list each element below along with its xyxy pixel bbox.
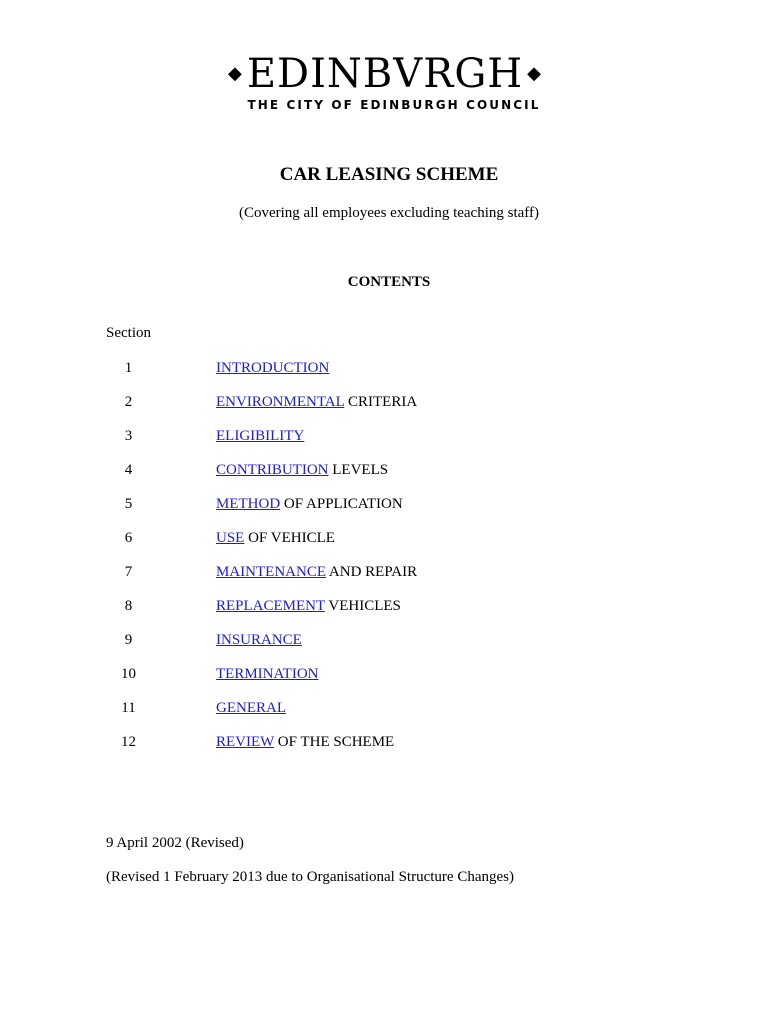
- toc-link-maintenance[interactable]: MAINTENANCE: [216, 564, 326, 580]
- toc-row: [0, 358, 770, 392]
- section-title-rest: AND REPAIR: [326, 564, 418, 580]
- toc-row: [0, 698, 770, 732]
- section-number: 5: [124, 496, 133, 512]
- toc-link-environmental[interactable]: ENVIRONMENTAL: [216, 394, 345, 410]
- toc-row: [0, 494, 770, 528]
- toc-link-termination[interactable]: TERMINATION: [216, 666, 319, 682]
- section-title: [216, 392, 417, 412]
- section-title: [216, 358, 329, 378]
- section-title-rest: OF VEHICLE: [244, 530, 335, 546]
- section-number: 7: [124, 564, 133, 580]
- section-number: 4: [124, 462, 133, 478]
- toc-row: [0, 562, 770, 596]
- table-of-contents: [0, 358, 770, 766]
- toc-link-contribution[interactable]: CONTRIBUTION: [216, 462, 329, 478]
- logo-text: EDINBVRGH: [246, 51, 524, 97]
- document-subtitle: (Covering all employees excluding teaching staff): [238, 205, 540, 221]
- document-title: CAR LEASING SCHEME: [279, 164, 499, 185]
- section-title-rest: OF THE SCHEME: [274, 734, 395, 750]
- contents-heading: CONTENTS: [347, 274, 431, 290]
- section-title: [216, 562, 417, 582]
- diamond-icon: ◆: [228, 63, 243, 84]
- toc-link-eligibility[interactable]: ELIGIBILITY: [216, 428, 305, 444]
- section-title-rest: OF APPLICATION: [280, 496, 403, 512]
- toc-link-general[interactable]: GENERAL: [216, 700, 286, 716]
- section-title: [216, 596, 401, 616]
- toc-row: [0, 630, 770, 664]
- section-number: 1: [124, 360, 133, 376]
- toc-row: [0, 664, 770, 698]
- section-number: 6: [124, 530, 133, 546]
- diamond-icon: ◆: [527, 63, 542, 84]
- toc-link-replacement[interactable]: REPLACEMENT: [216, 598, 325, 614]
- section-number: 10: [121, 666, 136, 682]
- section-title: [216, 698, 286, 718]
- section-number: 11: [121, 700, 136, 716]
- toc-row: [0, 426, 770, 460]
- section-title-rest: LEVELS: [328, 462, 389, 478]
- toc-row: [0, 392, 770, 426]
- section-title-rest: VEHICLES: [324, 598, 401, 614]
- section-title: [216, 664, 319, 684]
- logo-subtitle: THE CITY OF EDINBURGH COUNCIL: [247, 98, 541, 112]
- section-title: [216, 528, 335, 548]
- toc-link-method[interactable]: METHOD: [216, 496, 281, 512]
- toc-link-introduction[interactable]: INTRODUCTION: [216, 360, 330, 376]
- section-number: 12: [121, 734, 136, 750]
- section-number: 8: [124, 598, 133, 614]
- toc-row: [0, 460, 770, 494]
- section-number: 9: [124, 632, 133, 648]
- toc-row: [0, 528, 770, 562]
- section-title: [216, 732, 394, 752]
- toc-link-review[interactable]: REVIEW: [216, 734, 275, 750]
- section-column-label: Section: [106, 325, 151, 341]
- revision-date: 9 April 2002 (Revised): [106, 835, 244, 851]
- section-title: [216, 494, 403, 514]
- section-number: 3: [124, 428, 133, 444]
- section-title: [216, 426, 304, 446]
- revision-note: (Revised 1 February 2013 due to Organisational Structure Changes): [106, 869, 514, 885]
- section-number: 2: [124, 394, 133, 410]
- section-title: [216, 460, 388, 480]
- toc-row: [0, 732, 770, 766]
- toc-link-insurance[interactable]: INSURANCE: [216, 632, 302, 648]
- logo-wordmark: [224, 50, 546, 98]
- section-title: [216, 630, 302, 650]
- section-title-rest: CRITERIA: [344, 394, 418, 410]
- toc-row: [0, 596, 770, 630]
- council-logo: [0, 50, 770, 112]
- toc-link-use[interactable]: USE: [216, 530, 245, 546]
